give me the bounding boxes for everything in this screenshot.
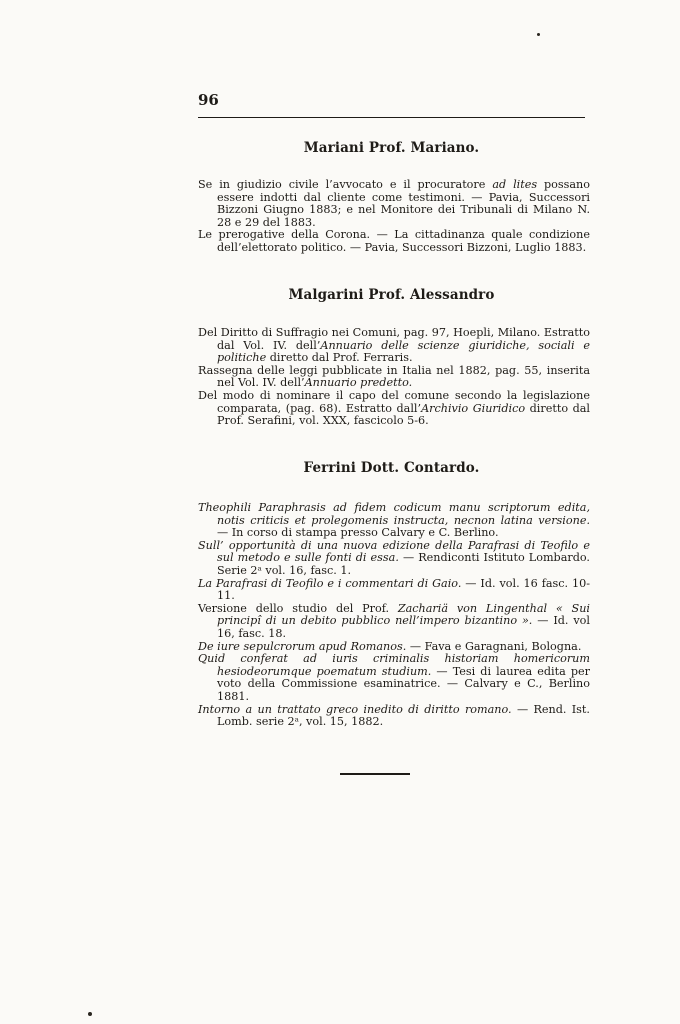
entry-text: — Id. vol. 16 fasc. 10-11. — [217, 576, 590, 603]
bibliography-entry — [198, 578, 590, 603]
bibliography-entry — [198, 540, 590, 578]
bibliography-entry — [198, 365, 590, 390]
entry-title-text: ad lites — [492, 178, 538, 191]
entry-text: — Fava e Garagnani, Bologna. — [406, 639, 582, 653]
print-speck — [88, 1012, 92, 1016]
entry-text: Del Diritto di Suffragio nei Comuni, pag. 97, Hoepli, Milano. Estratto dal Vol. IV. dell’ — [198, 326, 590, 352]
bibliography-entry — [198, 327, 590, 365]
entry-text: — In corso di stampa presso Calvary e C. Berlino. — [217, 526, 499, 540]
entry-text: Rassegna delle leggi pubblicate in Italia nel 1882, pag. 55, inserita nel Vol. IV. dell’ — [198, 363, 590, 390]
page-number: 96 — [198, 91, 219, 109]
bibliography-entry — [198, 603, 590, 641]
entry-text: — Id. vol 16, fasc. 18. — [217, 614, 590, 640]
entry-text: — Rend. Ist. Lomb. serie 2ᵃ, vol. 15, 1882. — [217, 702, 590, 729]
entry-text: diretto dal Prof. Serafini, vol. XXX, fascicolo 5-6. — [217, 401, 590, 428]
section-entries-malgarini — [198, 327, 590, 428]
entry-text: Le prerogative della Corona. — La cittadinanza quale condizione dell’elettorato politico. — Pavia, Successori Bizzoni, Luglio 1883. — [198, 228, 590, 254]
entry-title-text: Intorno a un trattato greco inedito di diritto romano. — [198, 702, 512, 716]
print-speck — [537, 33, 540, 36]
section-entries-ferrini — [198, 502, 590, 729]
entry-title-text: Quid conferat ad iuris criminalis historiam homericorum hesiodeorumque poematum studium. — [198, 652, 590, 678]
section-heading-mariani: Mariani Prof. Mariano. — [303, 140, 480, 156]
bibliography-entry — [198, 390, 590, 428]
end-rule — [340, 773, 410, 775]
section-entries-mariani — [198, 179, 590, 255]
entry-text: Versione dello studio del Prof. — [198, 601, 398, 615]
section-heading-ferrini: Ferrini Dott. Contardo. — [303, 460, 480, 476]
bibliography-entry — [198, 502, 590, 540]
bibliography-entry — [198, 653, 590, 703]
entry-text: — Rendiconti Istituto Lombardo. Serie 2ᵃ vol. 16, fasc. 1. — [217, 551, 590, 577]
entry-title-text: Annuario delle scienze giuridiche, sociali e politiche — [217, 338, 590, 365]
entry-text: possano essere indotti dal cliente come testimoni. — Pavia, Successori Bizzoni Giugno 1883; e nel Monitore dei Tribunali di Milano N. 28 e 29 del 1883. — [217, 178, 590, 229]
bibliography-entry — [198, 179, 590, 229]
entry-title-text: Annuario predetto. — [304, 376, 413, 390]
entry-title-text: La Parafrasi di Teofilo e i commentari di Gaio. — [198, 576, 462, 590]
bibliography-entry — [198, 704, 590, 729]
entry-text: Se in giudizio civile l’avvocato e il procuratore — [198, 178, 493, 191]
entry-title-text: De iure sepulcrorum apud Romanos. — [198, 639, 407, 653]
entry-text: diretto dal Prof. Ferraris. — [266, 351, 413, 365]
entry-title-text: Sull’ opportunità di una nuova edizione della Parafrasi di Teofilo e sul metodo e sulle fonti di essa. — [198, 538, 590, 565]
entry-text: — Tesi di laurea edita per voto della Commissione esaminatrice. — Calvary e C., Berlino 1881. — [217, 664, 590, 703]
entry-text: Del modo di nominare il capo del comune secondo la legislazione comparata, (pag. 68). Estratto dall’ — [198, 388, 590, 415]
section-heading-malgarini: Malgarini Prof. Alessandro — [288, 287, 495, 303]
entry-title-text: Archivio Giuridico — [421, 401, 526, 415]
entry-title-text: Zachariä von Lingenthal « Sui principî di un debito pubblico nell’impero bizantino ». — [217, 601, 590, 628]
entry-title-text: Theophili Paraphrasis ad fidem codicum manu scriptorum edita, notis criticis et prolegomenis instructa, necnon latina versione. — [198, 501, 590, 527]
header-rule — [198, 117, 585, 118]
bibliography-entry — [198, 229, 590, 254]
